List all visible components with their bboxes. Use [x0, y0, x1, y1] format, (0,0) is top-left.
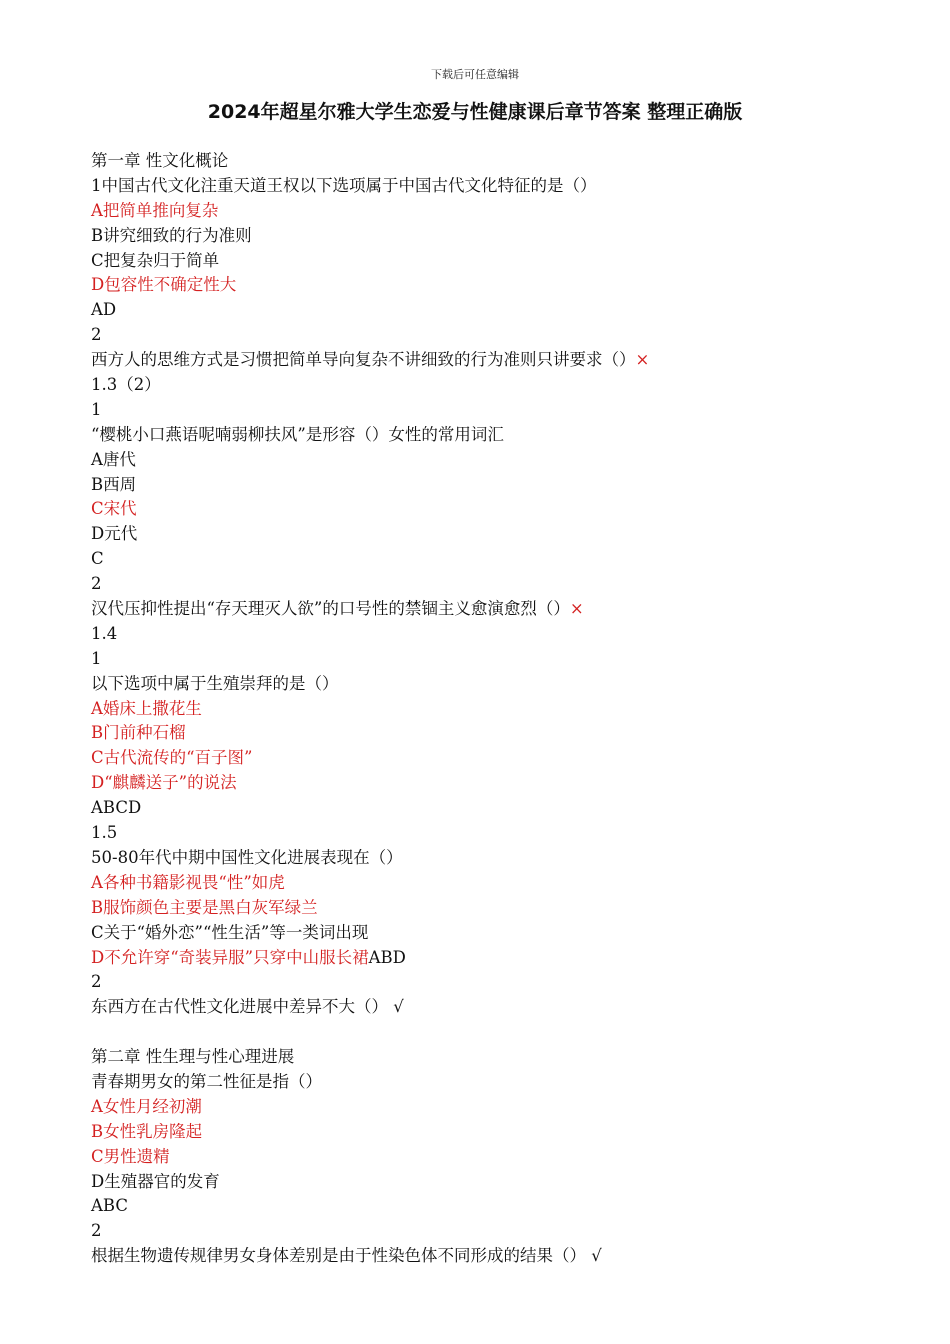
- line-text: 青春期男女的第二性征是指（）: [91, 1071, 322, 1091]
- text-line: [91, 224, 911, 249]
- wrong-mark-icon: ×: [569, 599, 584, 619]
- text-line: [91, 597, 911, 622]
- text-line: [91, 149, 911, 174]
- line-text: 1.5: [91, 823, 118, 843]
- text-line: [91, 423, 911, 448]
- text-line: [91, 697, 911, 722]
- text-line: [91, 946, 911, 971]
- text-line: [91, 522, 911, 547]
- text-line: [91, 273, 911, 298]
- text-line: [91, 672, 911, 697]
- text-line: [91, 1120, 911, 1145]
- line-text: D不允许穿“奇装异服”只穿中山服长裙: [91, 947, 369, 967]
- line-text: C关于“婚外恋”“性生活”等一类词出现: [91, 922, 369, 942]
- line-text: A唐代: [91, 449, 136, 469]
- line-text: 1中国古代文化注重天道王权以下选项属于中国古代文化特征的是（）: [91, 175, 597, 195]
- text-line: [91, 298, 911, 323]
- line-text: 东西方在古代性文化进展中差异不大（）: [91, 997, 388, 1017]
- text-line: [91, 871, 911, 896]
- text-line: [91, 398, 911, 423]
- answer-suffix: √: [586, 1246, 602, 1266]
- text-line: [91, 647, 911, 672]
- text-line: [91, 199, 911, 224]
- text-line: [91, 1145, 911, 1170]
- text-line: [91, 547, 911, 572]
- answer-suffix: ABD: [368, 947, 406, 967]
- line-text: C: [91, 549, 104, 569]
- text-line: [91, 174, 911, 199]
- line-text: ABC: [91, 1196, 128, 1216]
- line-text: 2: [91, 1221, 102, 1241]
- line-text: 2: [91, 972, 102, 992]
- text-line: [91, 348, 911, 373]
- text-line: [91, 1194, 911, 1219]
- line-text: D“麒麟送子”的说法: [91, 773, 237, 793]
- line-text: 第二章 性生理与性心理进展: [91, 1047, 295, 1067]
- line-text: A婚床上撒花生: [91, 698, 202, 718]
- text-line: [91, 373, 911, 398]
- line-text: C男性遗精: [91, 1146, 170, 1166]
- header-note: 下载后可任意编辑: [431, 68, 519, 81]
- line-text: 1.4: [91, 623, 118, 643]
- document-title: 2024年超星尔雅大学生恋爱与性健康课后章节答案 整理正确版: [207, 101, 743, 123]
- text-line: [91, 771, 911, 796]
- text-line: [91, 1070, 911, 1095]
- text-line: [91, 796, 911, 821]
- document-body: [91, 149, 911, 1269]
- line-text: C宋代: [91, 499, 137, 519]
- line-text: 汉代压抑性提出“存天理灭人欲”的口号性的禁锢主义愈演愈烈（）: [91, 599, 570, 619]
- line-text: 2: [91, 574, 102, 594]
- text-line: [91, 1244, 911, 1269]
- line-text: 2: [91, 325, 102, 345]
- text-line: [91, 921, 911, 946]
- text-line: [91, 995, 911, 1020]
- text-line: [91, 1020, 911, 1045]
- line-text: 以下选项中属于生殖崇拜的是（）: [91, 673, 339, 693]
- text-line: [91, 323, 911, 348]
- line-text: 1: [91, 648, 102, 668]
- line-text: 50-80年代中期中国性文化进展表现在（）: [91, 847, 403, 867]
- text-line: [91, 249, 911, 274]
- line-text: B女性乳房隆起: [91, 1121, 203, 1141]
- line-text: A各种书籍影视畏“性”如虎: [91, 872, 285, 892]
- text-line: [91, 746, 911, 771]
- line-text: C把复杂归于简单: [91, 250, 220, 270]
- line-text: B讲究细致的行为准则: [91, 225, 252, 245]
- line-text: 第一章 性文化概论: [91, 151, 229, 170]
- line-text: B门前种石榴: [91, 723, 186, 743]
- line-text: B西周: [91, 474, 137, 494]
- text-line: [91, 821, 911, 846]
- line-text: “樱桃小口燕语呢喃弱柳扶风”是形容（）女性的常用词汇: [91, 424, 504, 444]
- line-text: B服饰颜色主要是黑白灰军绿兰: [91, 897, 318, 917]
- text-line: [91, 572, 911, 597]
- text-line: [91, 497, 911, 522]
- line-text: 1.3（2）: [91, 375, 161, 395]
- line-text: A女性月经初潮: [91, 1096, 202, 1116]
- text-line: [91, 1170, 911, 1195]
- line-text: C古代流传的“百子图”: [91, 748, 253, 768]
- line-text: 根据生物遗传规律男女身体差别是由于性染色体不同形成的结果（）: [91, 1246, 586, 1266]
- text-line: [91, 448, 911, 473]
- line-text: 1: [91, 399, 102, 419]
- answer-suffix: √: [388, 997, 404, 1017]
- text-line: [91, 896, 911, 921]
- text-line: [91, 473, 911, 498]
- text-line: [91, 721, 911, 746]
- text-line: [91, 1095, 911, 1120]
- line-text: AD: [91, 300, 117, 320]
- line-text: D生殖器官的发育: [91, 1171, 220, 1191]
- line-text: D包容性不确定性大: [91, 275, 237, 295]
- text-line: [91, 622, 911, 647]
- text-line: [91, 1045, 911, 1070]
- line-text: ABCD: [91, 798, 142, 818]
- text-line: [91, 970, 911, 995]
- text-line: [91, 846, 911, 871]
- line-text: A把简单推向复杂: [91, 200, 219, 220]
- text-line: [91, 1219, 911, 1244]
- line-text: D元代: [91, 524, 138, 544]
- wrong-mark-icon: ×: [635, 350, 650, 370]
- line-text: 西方人的思维方式是习惯把简单导向复杂不讲细致的行为准则只讲要求（）: [91, 350, 636, 370]
